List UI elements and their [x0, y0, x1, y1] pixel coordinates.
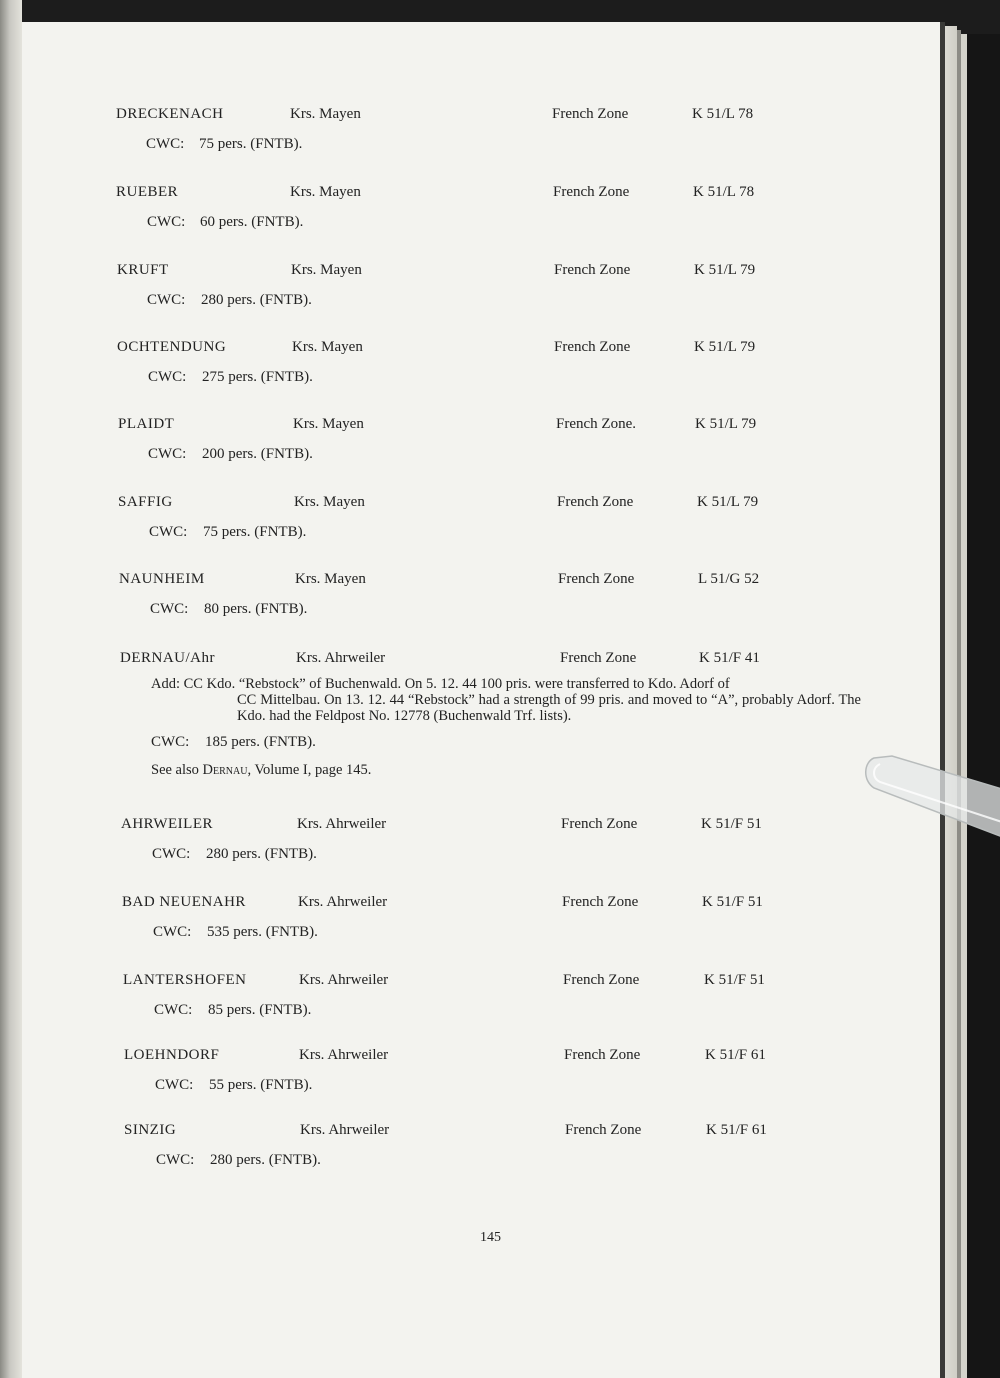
- addendum-continuation: CC Mittelbau. On 13. 12. 44 “Rebstock” had a strength of 99 pris. and moved to “A”, probably Adorf. The Kdo. had the Feldpost No. 12778 (Buchenwald Trf. lists).: [237, 692, 861, 724]
- zone: French Zone: [553, 184, 630, 200]
- cwc-value: 200 pers. (FNTB).: [202, 446, 313, 462]
- zone: French Zone.: [556, 416, 636, 432]
- cwc-label: CWC:: [155, 1077, 194, 1093]
- zone: French Zone: [563, 972, 640, 988]
- map-ref: K 51/F 41: [699, 650, 760, 666]
- entry-kruft: [22, 262, 940, 308]
- entry-sinzig: [22, 1122, 940, 1168]
- district: Krs. Mayen: [295, 571, 366, 587]
- district: Krs. Mayen: [290, 184, 361, 200]
- cwc-value: 75 pers. (FNTB).: [199, 136, 303, 152]
- zone: French Zone: [557, 494, 634, 510]
- cwc-label: CWC:: [146, 136, 185, 152]
- page-number: 145: [480, 1230, 501, 1245]
- document-page: [22, 22, 940, 1378]
- page-clip-holder: [862, 752, 1000, 838]
- place-name: KRUFT: [117, 262, 169, 278]
- cwc-value: 80 pers. (FNTB).: [204, 601, 308, 617]
- zone: French Zone: [554, 339, 631, 355]
- district: Krs. Ahrweiler: [298, 894, 388, 910]
- district: Krs. Mayen: [292, 339, 363, 355]
- cwc-label: CWC:: [150, 601, 189, 617]
- entry-ahrweiler: [22, 816, 940, 862]
- cwc-label: CWC:: [148, 369, 187, 385]
- entry-ochtendung: [22, 339, 940, 385]
- map-ref: K 51/L 78: [692, 106, 754, 122]
- cwc-value: 85 pers. (FNTB).: [208, 1002, 312, 1018]
- entry-plaidt: [22, 416, 940, 462]
- map-ref: K 51/F 61: [706, 1122, 767, 1138]
- entry-dernau: [22, 650, 940, 778]
- cwc-label: CWC:: [154, 1002, 193, 1018]
- addendum-lead: Add: CC Kdo. “Rebstock” of Buchenwald. On 5. 12. 44 100 pris. were transferred to Kdo. Adorf of: [151, 676, 730, 692]
- cwc-label: CWC:: [147, 214, 186, 230]
- entry-loehndorf: [22, 1047, 940, 1093]
- place-name: LANTERSHOFEN: [123, 972, 247, 988]
- district: Krs. Ahrweiler: [299, 972, 389, 988]
- see-also-suffix: , Volume I, page 145.: [247, 762, 372, 778]
- district: Krs. Ahrweiler: [300, 1122, 390, 1138]
- cwc-value: 535 pers. (FNTB).: [207, 924, 318, 940]
- zone: French Zone: [564, 1047, 641, 1063]
- place-name: BAD NEUENAHR: [122, 894, 246, 910]
- entry-rueber: [22, 184, 940, 230]
- map-ref: K 51/F 51: [701, 816, 762, 832]
- cwc-value: 55 pers. (FNTB).: [209, 1077, 313, 1093]
- place-name: RUEBER: [116, 184, 179, 200]
- map-ref: K 51/L 79: [695, 416, 757, 432]
- map-ref: K 51/L 79: [694, 339, 756, 355]
- zone: French Zone: [560, 650, 637, 666]
- map-ref: L 51/G 52: [698, 571, 760, 587]
- cwc-value: 280 pers. (FNTB).: [210, 1152, 321, 1168]
- place-name: SINZIG: [124, 1122, 177, 1138]
- zone: French Zone: [565, 1122, 642, 1138]
- map-ref: K 51/F 61: [705, 1047, 766, 1063]
- map-ref: K 51/F 51: [702, 894, 763, 910]
- cwc-value: 280 pers. (FNTB).: [206, 846, 317, 862]
- place-name: PLAIDT: [118, 416, 175, 432]
- place-name: AHRWEILER: [121, 816, 213, 832]
- zone: French Zone: [562, 894, 639, 910]
- district: Krs. Mayen: [290, 106, 361, 122]
- cwc-label: CWC:: [153, 924, 192, 940]
- entry-saffig: [22, 494, 940, 540]
- district: Krs. Ahrweiler: [296, 650, 386, 666]
- cwc-label: CWC:: [156, 1152, 195, 1168]
- map-ref: K 51/L 79: [697, 494, 759, 510]
- district: Krs. Ahrweiler: [299, 1047, 389, 1063]
- district: Krs. Mayen: [294, 494, 365, 510]
- place-name: DRECKENACH: [116, 106, 224, 122]
- entry-lantershofen: [22, 972, 940, 1018]
- addendum-note: [151, 676, 861, 724]
- see-also-name: Dernau: [202, 762, 248, 778]
- cwc-value: 280 pers. (FNTB).: [201, 292, 312, 308]
- cwc-value: 60 pers. (FNTB).: [200, 214, 304, 230]
- zone: French Zone: [561, 816, 638, 832]
- place-name: SAFFIG: [118, 494, 173, 510]
- background: [967, 34, 1000, 1378]
- map-ref: K 51/F 51: [704, 972, 765, 988]
- district: Krs. Ahrweiler: [297, 816, 387, 832]
- place-name: OCHTENDUNG: [117, 339, 227, 355]
- district: Krs. Mayen: [293, 416, 364, 432]
- page-edge: [945, 26, 957, 1378]
- cwc-value: 75 pers. (FNTB).: [203, 524, 307, 540]
- cwc-label: CWC:: [151, 734, 190, 750]
- entry-bad-neuenahr: [22, 894, 940, 940]
- zone: French Zone: [554, 262, 631, 278]
- map-ref: K 51/L 79: [694, 262, 756, 278]
- district: Krs. Mayen: [291, 262, 362, 278]
- place-name: DERNAU/Ahr: [120, 650, 215, 666]
- see-also-note: [151, 762, 371, 779]
- entry-naunheim: [22, 571, 940, 617]
- map-ref: K 51/L 78: [693, 184, 755, 200]
- cwc-label: CWC:: [152, 846, 191, 862]
- see-also-prefix: See also: [151, 762, 199, 778]
- entry-dreckenach: [22, 106, 940, 152]
- zone: French Zone: [558, 571, 635, 587]
- cwc-label: CWC:: [149, 524, 188, 540]
- book-gutter: [0, 0, 22, 1378]
- cwc-value: 185 pers. (FNTB).: [205, 734, 316, 750]
- cwc-label: CWC:: [147, 292, 186, 308]
- place-name: LOEHNDORF: [124, 1047, 220, 1063]
- place-name: NAUNHEIM: [119, 571, 205, 587]
- cwc-label: CWC:: [148, 446, 187, 462]
- zone: French Zone: [552, 106, 629, 122]
- cwc-value: 275 pers. (FNTB).: [202, 369, 313, 385]
